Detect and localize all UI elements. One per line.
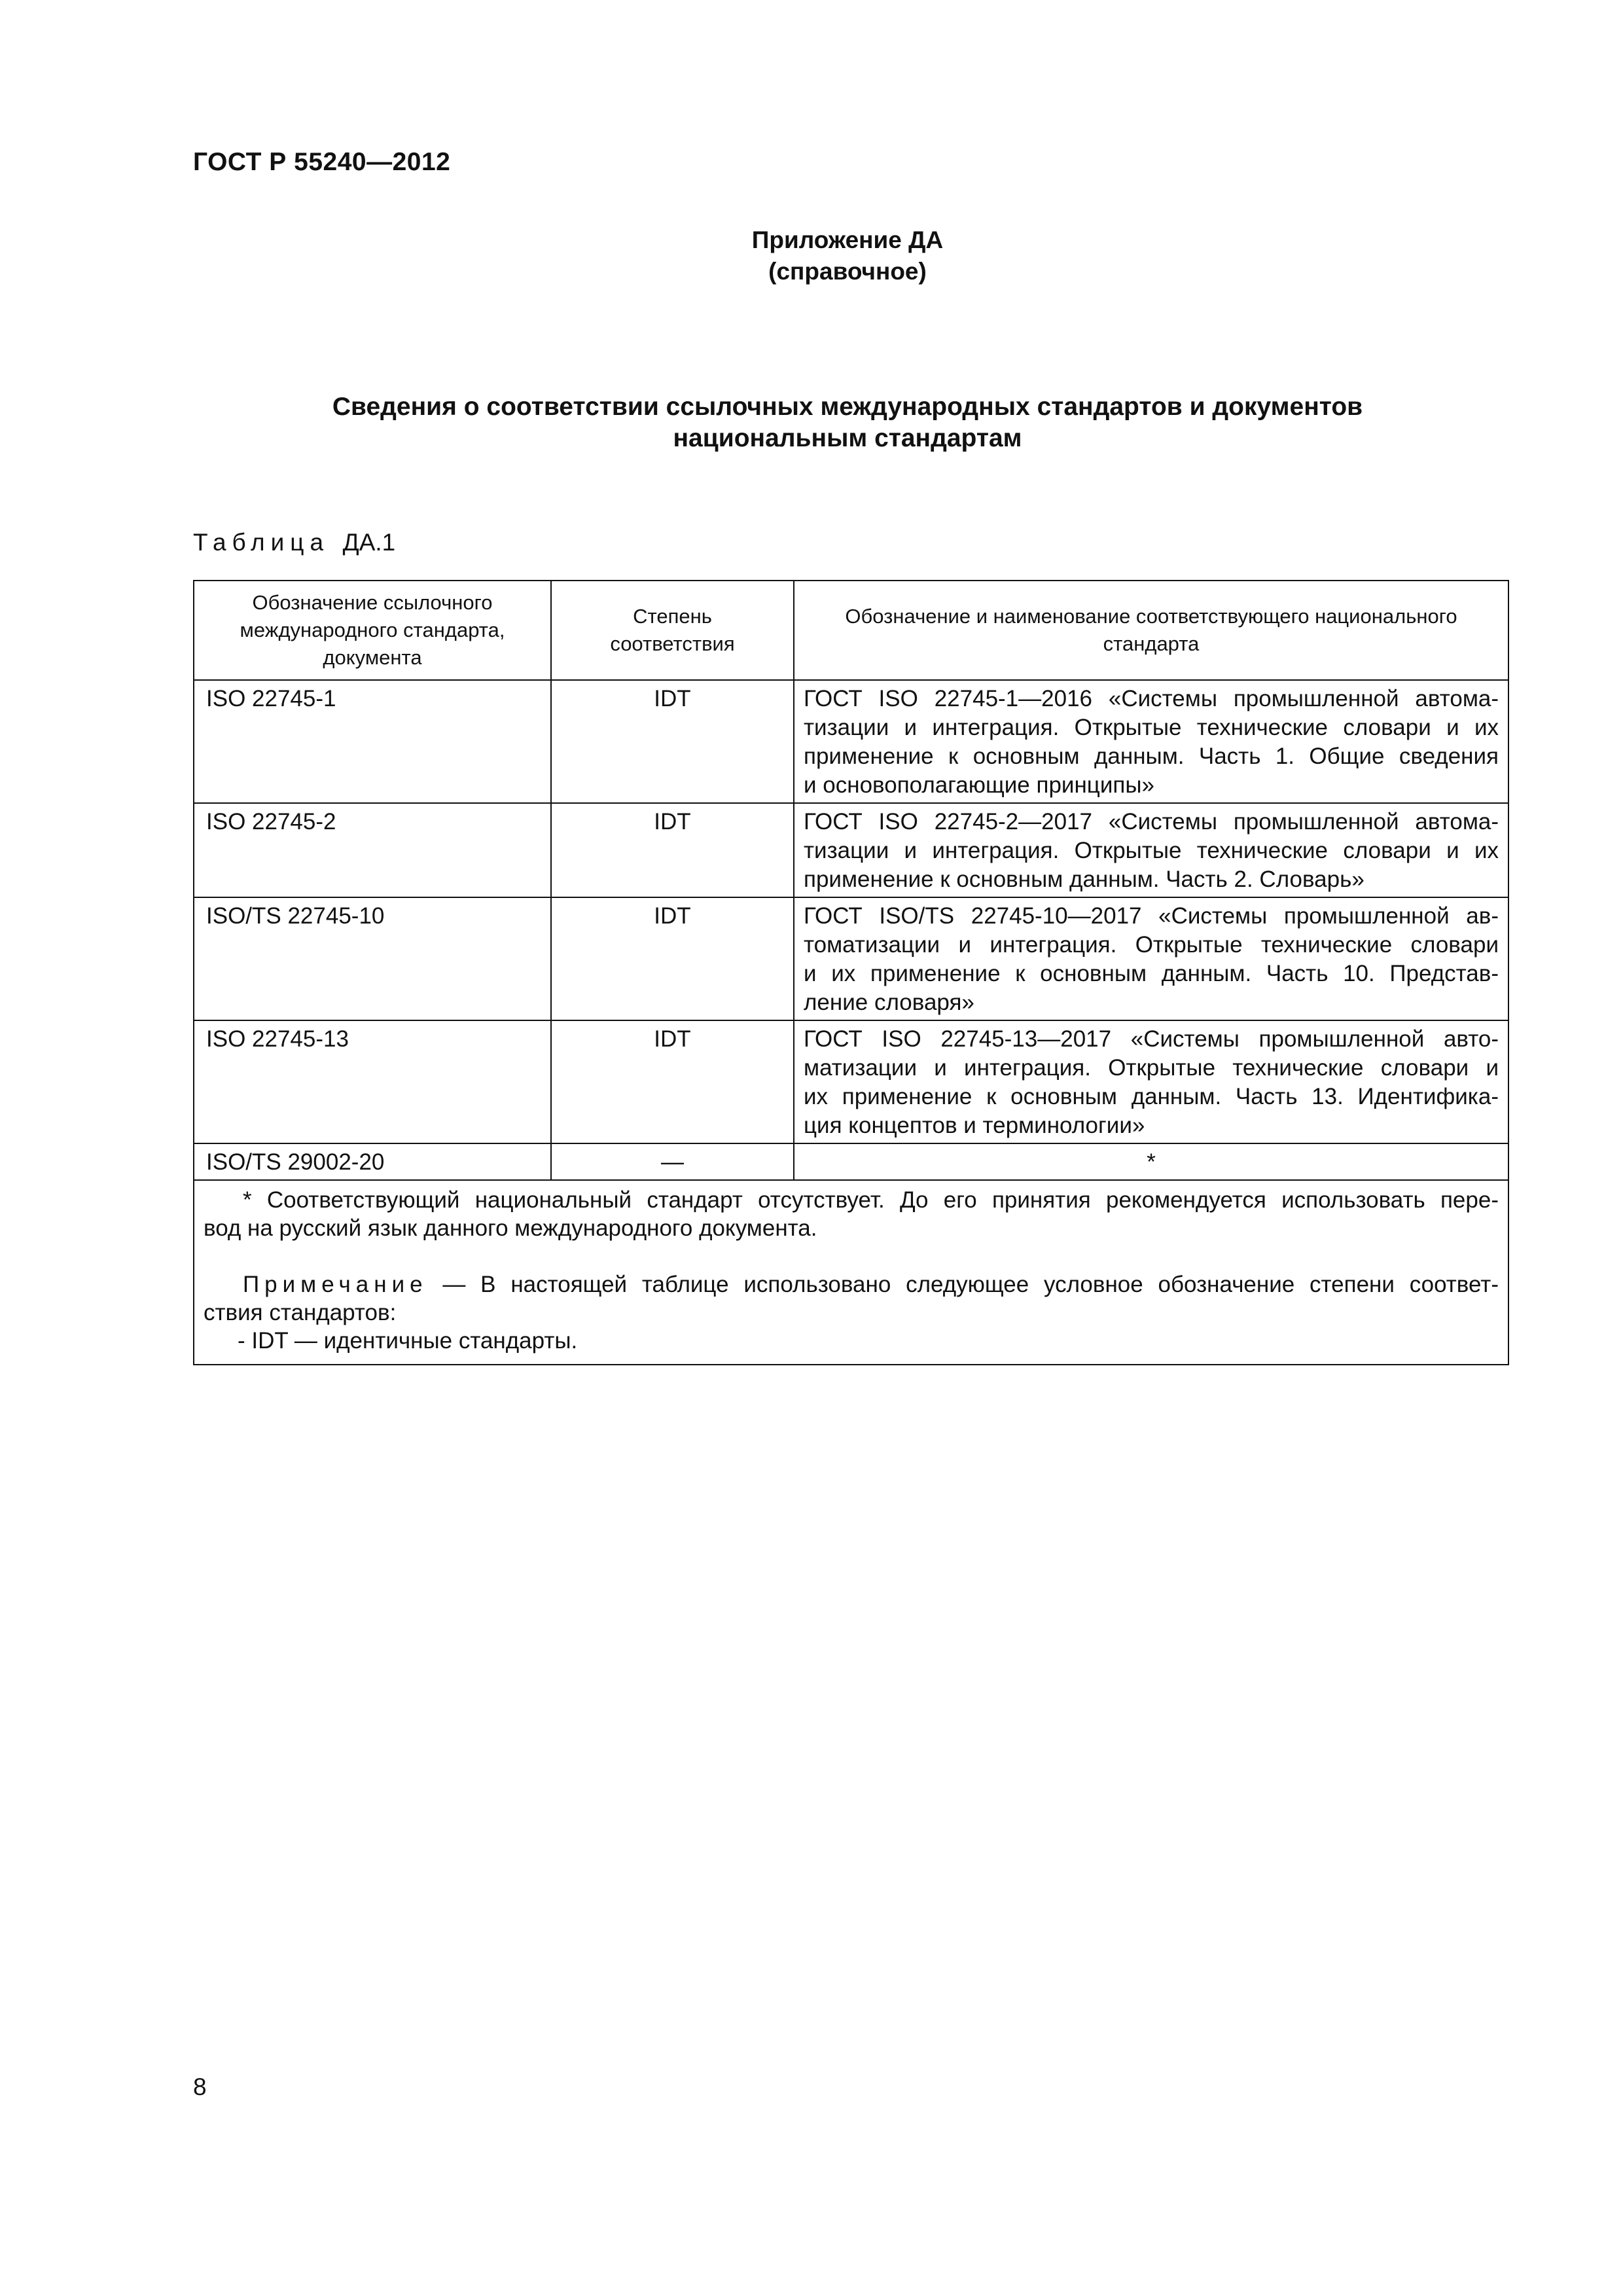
table-label-word: Таблица	[193, 529, 330, 556]
header-line: документа	[323, 646, 422, 669]
table-row	[194, 897, 1508, 1020]
standard-line: и основополагающие принципы»	[804, 772, 1154, 798]
section-heading	[193, 391, 1502, 454]
international-code: ISO/TS 29002-20	[194, 1143, 551, 1180]
correspondence-table	[193, 580, 1509, 1365]
header-line: Степень	[633, 605, 712, 628]
correspondence-degree: IDT	[551, 1020, 794, 1143]
table-header-row	[194, 581, 1508, 680]
standard-line: ГОСТ ISO 22745-2—2017 «Системы промышленной автома-	[804, 809, 1499, 834]
header-line: Обозначение и наименование соответствующего национального	[845, 605, 1457, 628]
standard-line: их применение к основным данным. Часть 13. Идентифика-	[804, 1084, 1499, 1109]
standard-line: применение к основным данным. Часть 2. Словарь»	[804, 867, 1364, 892]
page-number: 8	[193, 2073, 207, 2100]
standard-line: применение к основным данным. Часть 1. Общие сведения	[804, 744, 1499, 769]
note-line-1	[204, 1270, 1499, 1299]
international-code: ISO 22745-13	[194, 1020, 551, 1143]
table-row	[194, 1020, 1508, 1143]
national-standard	[794, 680, 1508, 803]
international-code: ISO 22745-1	[194, 680, 551, 803]
table-row	[194, 803, 1508, 897]
standard-line: ГОСТ ISO 22745-1—2016 «Системы промышленной автома-	[804, 686, 1499, 711]
header-line: международного стандарта,	[240, 619, 505, 641]
footnote-line-1: * Соответствующий национальный стандарт отсутствует. До его принятия рекомендуется использовать пере-	[243, 1187, 1499, 1213]
national-standard	[794, 897, 1508, 1020]
table-label-number: ДА.1	[342, 529, 396, 556]
header-line: соответствия	[610, 632, 735, 655]
section-heading-line-2: национальным стандартам	[673, 424, 1022, 452]
correspondence-degree: IDT	[551, 897, 794, 1020]
standard-line: матизации и интеграция. Открытые технические словари и	[804, 1055, 1499, 1081]
table-label	[193, 529, 395, 556]
table-row	[194, 1143, 1508, 1180]
standard-line: тизации и интеграция. Открытые технические словари и их	[804, 715, 1499, 740]
standard-line: тизации и интеграция. Открытые технические словари и их	[804, 838, 1499, 863]
table-footnote	[194, 1180, 1508, 1365]
section-heading-line-1: Сведения о соответствии ссылочных международных стандартов и документов	[332, 393, 1363, 421]
standard-line: ция концептов и терминологии»	[804, 1113, 1145, 1138]
annex-title: Приложение ДА	[751, 226, 944, 253]
footnote-line-2: вод на русский язык данного международного документа.	[204, 1215, 817, 1241]
header-degree	[551, 581, 794, 680]
correspondence-degree: —	[551, 1143, 794, 1180]
note-line-2: ствия стандартов:	[204, 1300, 397, 1325]
note-text: — В настоящей таблице использовано следующее условное обозначение степени соответ-	[427, 1272, 1499, 1297]
correspondence-degree: IDT	[551, 680, 794, 803]
standard-line: ГОСТ ISO/TS 22745-10—2017 «Системы промышленной ав-	[804, 903, 1499, 929]
national-standard-absent-marker: *	[794, 1143, 1508, 1180]
correspondence-degree: IDT	[551, 803, 794, 897]
header-international-standard	[194, 581, 551, 680]
international-code: ISO/TS 22745-10	[194, 897, 551, 1020]
national-standard	[794, 1020, 1508, 1143]
note-item: - IDT — идентичные стандарты.	[238, 1328, 578, 1354]
standard-line: томатизации и интеграция. Открытые технические словари	[804, 932, 1499, 958]
note-label: Примечание	[243, 1272, 428, 1297]
header-line: стандарта	[1103, 632, 1200, 655]
standard-line: ление словаря»	[804, 990, 974, 1015]
international-code: ISO 22745-2	[194, 803, 551, 897]
standard-line: ГОСТ ISO 22745-13—2017 «Системы промышленной авто-	[804, 1026, 1499, 1052]
table-footnote-row	[194, 1180, 1508, 1365]
header-line: Обозначение ссылочного	[252, 591, 493, 614]
annex-subtitle: (справочное)	[768, 258, 927, 285]
standard-line: и их применение к основным данным. Часть 10. Представ-	[804, 961, 1499, 986]
table-row	[194, 680, 1508, 803]
document-code: ГОСТ Р 55240—2012	[193, 148, 451, 176]
national-standard	[794, 803, 1508, 897]
header-national-standard	[794, 581, 1508, 680]
